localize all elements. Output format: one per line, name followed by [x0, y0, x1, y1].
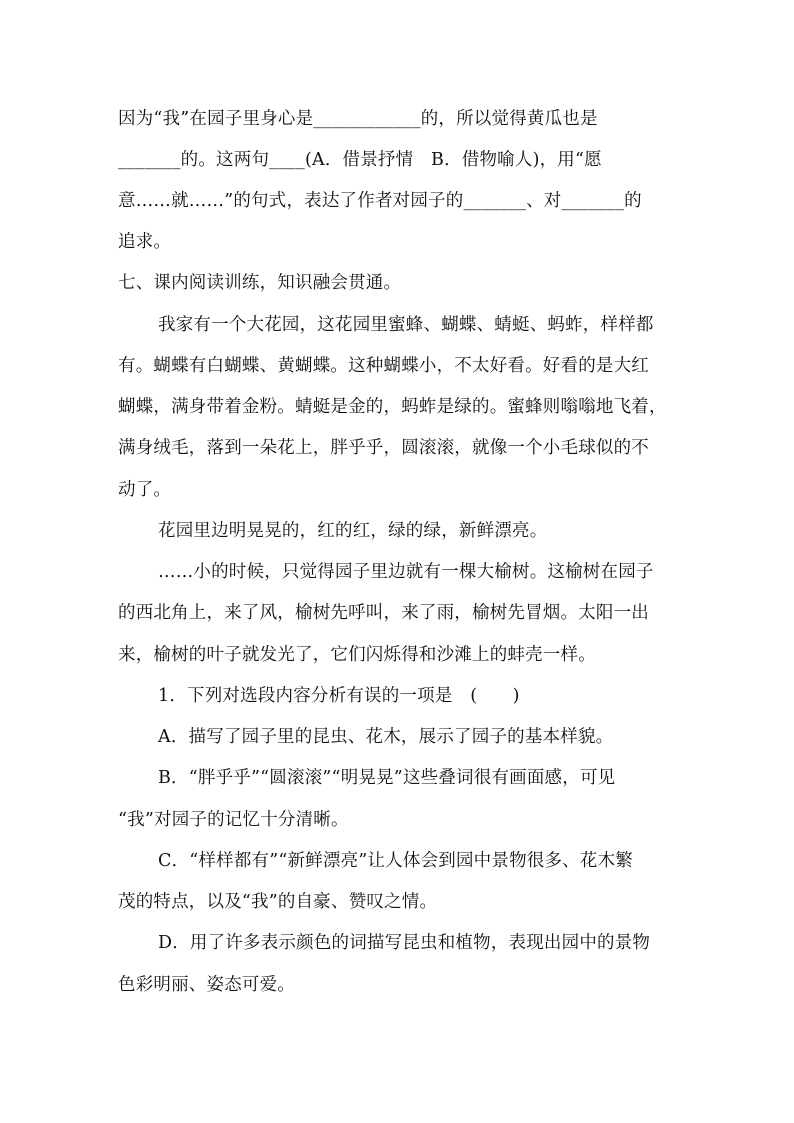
option-b: B．“胖乎乎”“圆滚滚”“明晃晃”这些叠词很有画面感，可见 [158, 768, 616, 788]
option-d-continued: 色彩明丽、姿态可爱。 [118, 975, 295, 995]
option-c-continued: 茂的特点，以及“我”的自豪、赞叹之情。 [118, 892, 438, 912]
passage-line: 来，榆树的叶子就发光了，它们闪烁得和沙滩上的蚌壳一样。 [118, 645, 596, 665]
text-line: 意……就……”的句式，表达了作者对园子的_______、对_______的 [118, 191, 642, 211]
passage-line: 蝴蝶，满身带着金粉。蜻蜓是金的，蚂蚱是绿的。蜜蜂则嗡嗡地飞着， [118, 397, 667, 417]
section-heading: 七、课内阅读训练，知识融会贯通。 [118, 273, 402, 293]
option-b-continued: “我”对园子的记忆十分清晰。 [118, 810, 349, 830]
text-line: _______的。这两句____(A．借景抒情 B．借物喻人)，用“愿 [118, 150, 602, 170]
passage-line: ……小的时候，只觉得园子里边就有一棵大榆树。这榆树在园子 [158, 562, 654, 582]
text-line: 追求。 [118, 232, 172, 252]
option-d: D．用了许多表示颜色的词描写昆虫和植物，表现出园中的景物 [158, 933, 651, 953]
option-c: C．“样样都有”“新鲜漂亮”让人体会到园中景物很多、花木繁 [158, 851, 633, 871]
option-a: A．描写了园子里的昆虫、花木，展示了园子的基本样貌。 [158, 727, 614, 747]
passage-line: 的西北角上，来了风，榆树先呼叫，来了雨，榆树先冒烟。太阳一出 [118, 603, 649, 623]
passage-line: 花园里边明晃晃的，红的红，绿的绿，新鲜漂亮。 [158, 521, 548, 541]
question-stem: 1．下列对选段内容分析有误的一项是 ( ) [158, 686, 520, 706]
passage-line: 满身绒毛，落到一朵花上，胖乎乎，圆滚滚，就像一个小毛球似的不 [118, 438, 649, 458]
passage-line: 我家有一个大花园，这花园里蜜蜂、蝴蝶、蜻蜓、蚂蚱，样样都 [158, 315, 654, 335]
passage-line: 有。蝴蝶有白蝴蝶、黄蝴蝶。这种蝴蝶小，不太好看。好看的是大红 [118, 356, 649, 376]
passage-line: 动了。 [118, 480, 172, 500]
text-line: 因为“我”在园子里身心是____________的，所以觉得黄瓜也是 [118, 109, 598, 129]
